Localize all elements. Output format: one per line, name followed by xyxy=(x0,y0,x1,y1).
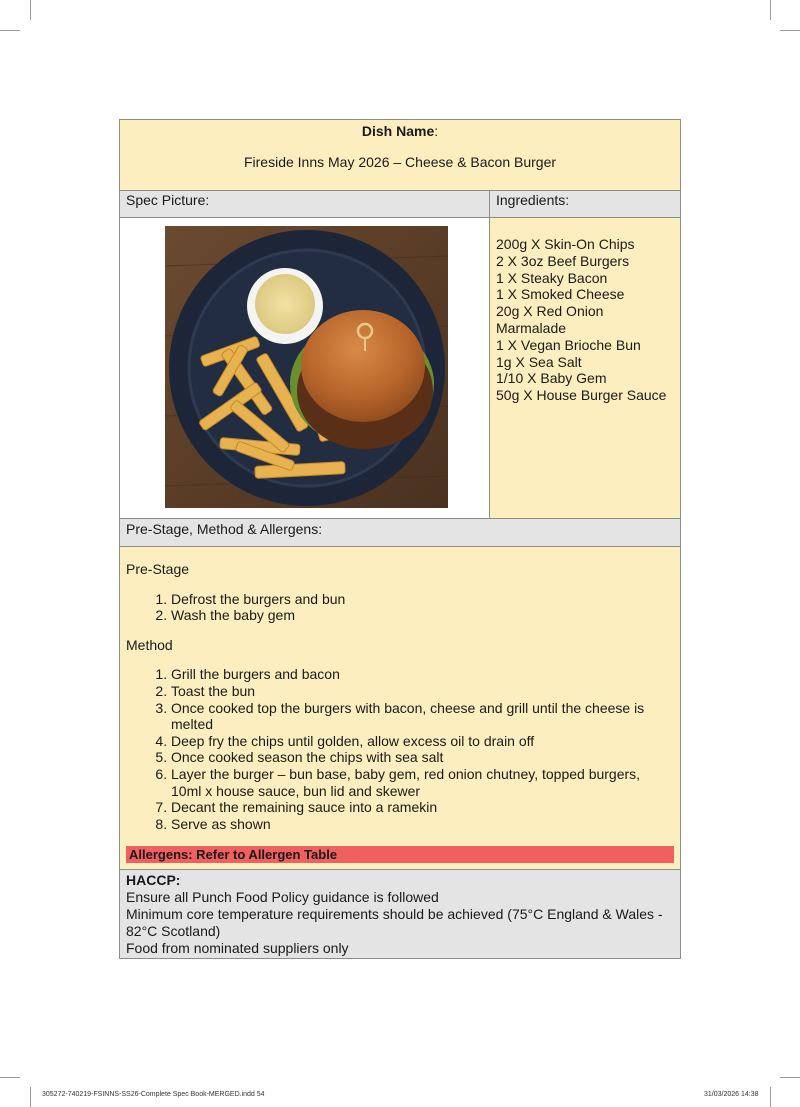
list-item: 3. Once cooked top the burgers with bacon, cheese and grill until the cheese is melted xyxy=(171,700,674,733)
method-section xyxy=(120,547,680,870)
burger-photo xyxy=(165,226,448,508)
haccp-line: Food from nominated suppliers only xyxy=(126,939,349,956)
footer-timestamp: 31/03/2026 14:38 xyxy=(704,1091,759,1098)
prestage-list xyxy=(126,591,674,624)
spec-sheet xyxy=(119,119,681,959)
method-section-label: Pre-Stage, Method & Allergens: xyxy=(120,519,680,547)
allergens-banner: Allergens: Refer to Allergen Table xyxy=(126,846,674,863)
haccp-line: Minimum core temperature requirements should be achieved (75°C England & Wales - 82°C Scotland) xyxy=(126,905,663,939)
ingredient-item: 50g X House Burger Sauce xyxy=(496,387,667,404)
ingredient-item: 1 X Steaky Bacon xyxy=(496,269,608,286)
crop-mark xyxy=(780,1077,800,1078)
ingredient-item: 1g X Sea Salt xyxy=(496,353,582,370)
list-item: 2. Wash the baby gem xyxy=(171,607,674,624)
crop-mark xyxy=(770,1087,771,1107)
ingredients-label: Ingredients: xyxy=(496,192,570,208)
ingredient-item: 2 X 3oz Beef Burgers xyxy=(496,252,630,269)
picture-ingredients-body xyxy=(120,218,680,519)
list-item: 7. Decant the remaining sauce into a ramekin xyxy=(171,799,674,816)
ingredient-item: 1 X Smoked Cheese xyxy=(496,286,625,303)
picture-ingredients-header xyxy=(120,191,680,218)
crop-mark xyxy=(780,30,800,31)
footer-file-info: 305272-740219-FSINNS-SS26-Complete Spec Book-MERGED.indd 54 xyxy=(42,1091,265,1098)
ingredient-item: 1 X Vegan Brioche Bun xyxy=(496,336,641,353)
prestage-title: Pre-Stage xyxy=(126,561,190,577)
list-item: 5. Once cooked season the chips with sea salt xyxy=(171,749,674,766)
list-item: 4. Deep fry the chips until golden, allow excess oil to drain off xyxy=(171,733,674,750)
crop-mark xyxy=(30,0,31,20)
haccp-line: Ensure all Punch Food Policy guidance is followed xyxy=(126,889,439,906)
dish-name-value: Fireside Inns May 2026 – Cheese & Bacon Burger xyxy=(243,154,557,170)
method-title: Method xyxy=(126,636,173,653)
crop-mark xyxy=(0,30,20,31)
ingredient-item: 20g X Red Onion Marmalade xyxy=(496,303,604,336)
haccp-section xyxy=(120,870,680,958)
method-list xyxy=(126,666,674,832)
list-item: 1. Grill the burgers and bacon xyxy=(171,666,674,683)
list-item: 6. Layer the burger – bun base, baby gem, red onion chutney, topped burgers, 10ml x house sauce, bun lid and skewer xyxy=(171,766,674,799)
spec-picture-label: Spec Picture: xyxy=(120,191,490,217)
ingredient-item: 1/10 X Baby Gem xyxy=(496,370,607,387)
crop-mark xyxy=(30,1087,31,1107)
ingredient-item: 200g X Skin-On Chips xyxy=(496,236,635,252)
dish-name-section xyxy=(120,120,680,191)
haccp-title: HACCP: xyxy=(126,872,181,889)
ingredients-list xyxy=(490,218,680,518)
crop-mark xyxy=(770,0,771,20)
crop-mark xyxy=(0,1077,20,1078)
dish-name-label: Dish Name: xyxy=(361,123,439,139)
list-item: 2. Toast the bun xyxy=(171,683,674,700)
spec-picture-cell xyxy=(120,218,490,518)
list-item: 8. Serve as shown xyxy=(171,816,674,833)
list-item: 1. Defrost the burgers and bun xyxy=(171,591,674,608)
